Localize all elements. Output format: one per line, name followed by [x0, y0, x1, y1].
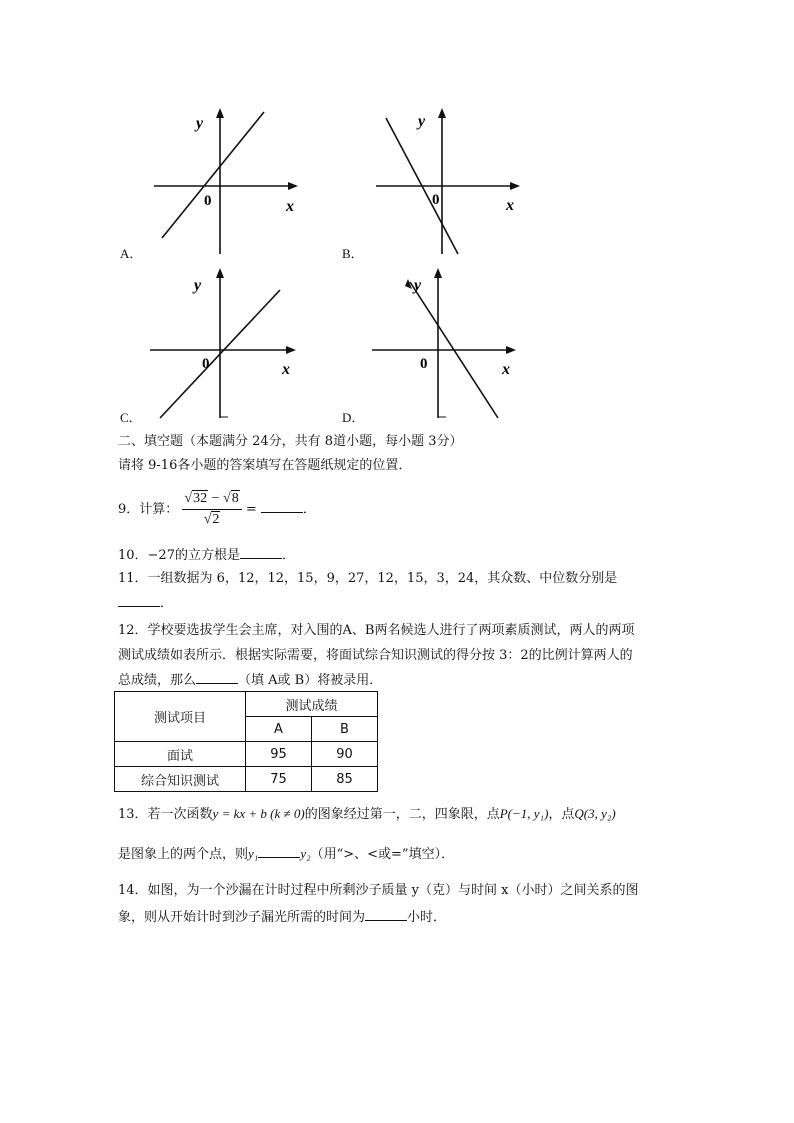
- section-heading: 二、填空题（本题满分 24分，共有 8道小题，每小题 3分）: [118, 434, 463, 449]
- question-9: 9．计算： $\frac{√32 - √8}{√2}$ = ．: [118, 491, 316, 527]
- question-13-line1: 13．若一次函数y = kx + b (k ≠ 0)的图象经过第一，二，四象限，点P(−1, y₁)，点Q(3, y₂): [118, 806, 616, 822]
- section-instruction: 请将 9-16各小题的答案填写在答题纸规定的位置．: [118, 458, 412, 473]
- x-axis-label: x: [506, 197, 514, 214]
- origin-label: 0: [420, 356, 428, 372]
- question-11: 11．一组数据为 6，12，12，15，9，27，12，15，3，24，其众数、中位数分别是: [118, 571, 618, 586]
- q13-point-q: Q(3, y₂): [574, 806, 616, 821]
- q9-equals: =: [245, 502, 257, 517]
- header-col-b: B: [312, 717, 378, 742]
- x-axis-label: x: [502, 361, 510, 378]
- origin-label: 0: [202, 356, 210, 372]
- header-col-a: A: [246, 717, 312, 742]
- graph-option-c: [140, 264, 310, 424]
- question-14-line1: 14．如图，为一个沙漏在计时过程中所剩沙子质量 y（克）与时间 x（小时）之间关系的图: [118, 883, 639, 898]
- q11-answer-blank[interactable]: [118, 594, 160, 607]
- question-12-line2: 测试成绩如表所示．根据实际需要，将面试综合知识测试的得分按 3：2的比例计算两人的: [118, 648, 633, 663]
- graph-option-b: [362, 100, 532, 260]
- header-test-score: 测试成绩: [246, 692, 378, 717]
- q13-point-p: P(−1, y₁): [499, 806, 549, 821]
- q13-formula: y = kx + b (k ≠ 0): [212, 806, 305, 821]
- q14-answer-blank[interactable]: [365, 908, 407, 921]
- origin-label: 0: [432, 192, 440, 208]
- option-d-label: D．: [342, 410, 365, 425]
- option-a-label: A．: [120, 246, 143, 261]
- question-10: 10．−27的立方根是 ．: [118, 548, 295, 563]
- origin-label: 0: [204, 193, 212, 209]
- q12-answer-blank[interactable]: [196, 671, 238, 684]
- score-table: [114, 691, 378, 792]
- graph-option-d: [362, 264, 532, 424]
- q13-answer-blank[interactable]: [258, 845, 300, 858]
- x-axis-label: x: [282, 361, 290, 378]
- q10-answer-blank[interactable]: [240, 546, 282, 559]
- y-axis-label: y: [194, 277, 202, 294]
- q9-prefix: 9．计算：: [118, 502, 179, 517]
- y-axis-label: y: [414, 277, 422, 294]
- question-12-line3: 总成绩，那么 （填 A或 B）将被录用．: [118, 673, 383, 688]
- question-14-line2: 象，则从开始计时到沙子漏光所需的时间为 小时．: [118, 910, 447, 925]
- option-c-label: C．: [120, 410, 142, 425]
- option-b-label: B．: [342, 246, 364, 261]
- y-axis-label: y: [196, 115, 204, 132]
- question-13-line2: 是图象上的两个点，则y₁ y₂（用“>、<或=”填空）．: [118, 846, 455, 862]
- graph-option-a: [140, 100, 310, 260]
- y-axis-label: y: [418, 113, 426, 130]
- question-12-line1: 12．学校要选拔学生会主席，对入围的A、B两名候选人进行了两项素质测试，两人的两项: [118, 623, 635, 638]
- table-row: 面试 95 90: [115, 742, 378, 767]
- header-test-item: 测试项目: [115, 692, 246, 742]
- table-row: 综合知识测试 75 85: [115, 767, 378, 792]
- q11-answer-line: ．: [118, 594, 173, 613]
- x-axis-label: x: [286, 198, 294, 215]
- q9-answer-blank[interactable]: [261, 500, 303, 513]
- q9-fraction: $\frac{√32 - √8}{√2}$: [182, 490, 241, 529]
